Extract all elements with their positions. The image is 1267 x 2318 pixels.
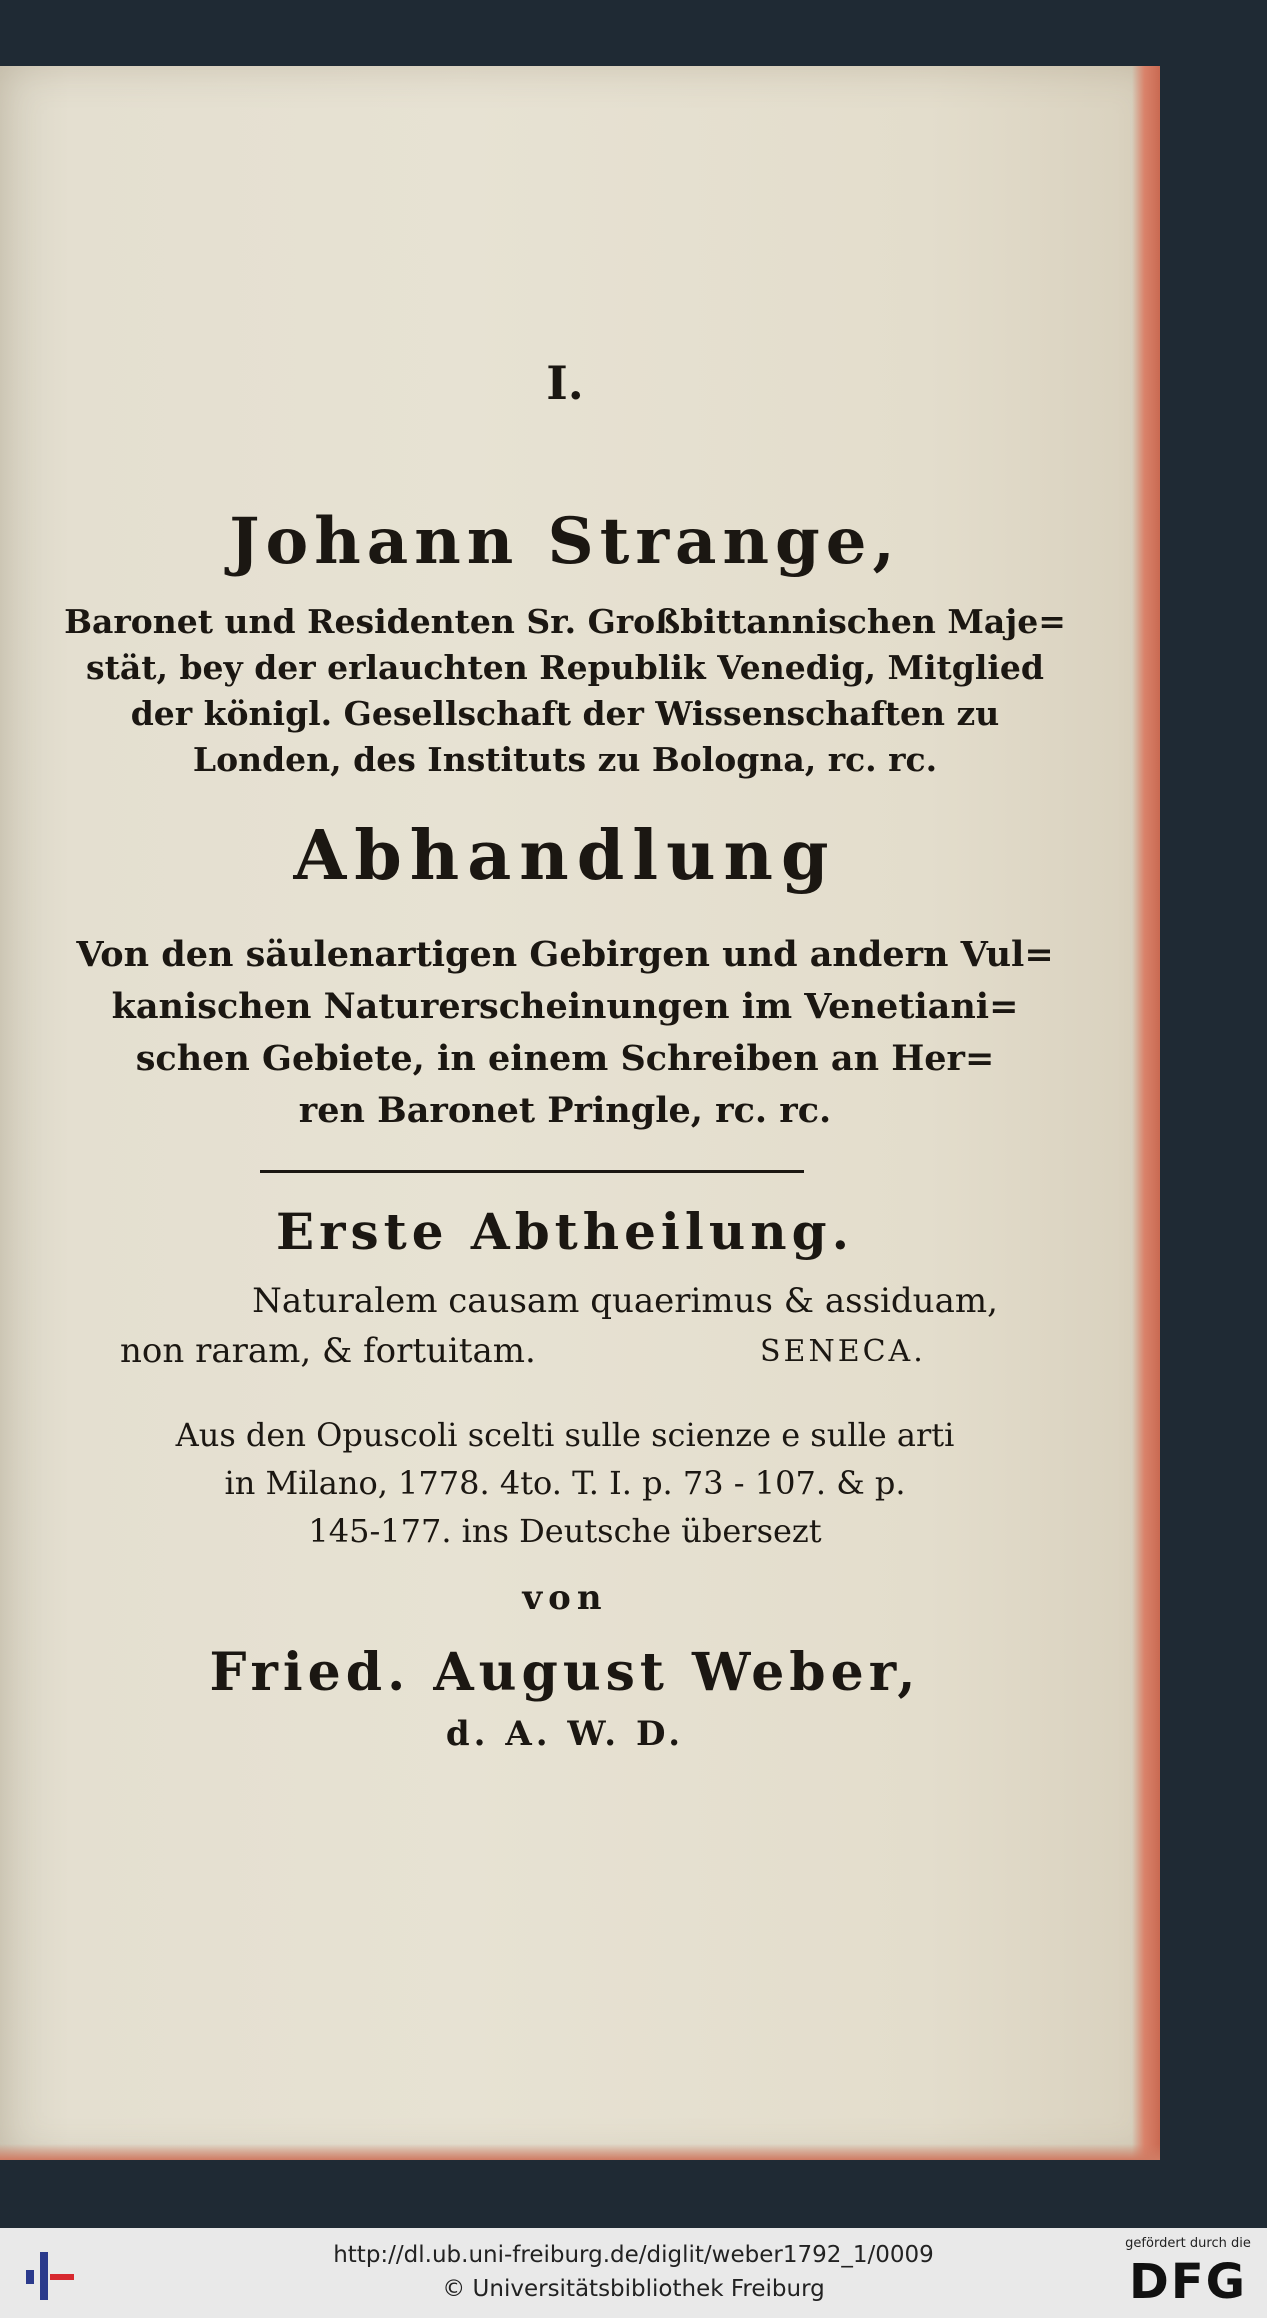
dfg-logo[interactable]: DFG bbox=[1128, 2254, 1248, 2310]
page-edge-bottom bbox=[0, 2144, 1160, 2160]
source-line: 145-177. ins Deutsche übersezt bbox=[308, 1512, 822, 1550]
author-title-line: Londen, des Instituts zu Bologna, rc. rc. bbox=[192, 740, 938, 779]
motto-line: non raram, & fortuitam. bbox=[120, 1331, 536, 1371]
author-name: Johann Strange, bbox=[229, 504, 901, 579]
footer-bar bbox=[0, 2228, 1267, 2318]
chapter-number: I. bbox=[546, 356, 584, 410]
funding-note: gefördert durch die bbox=[1125, 2236, 1251, 2251]
motto-attribution: SENECA. bbox=[760, 1334, 926, 1369]
author-title-line: Baronet und Residenten Sr. Großbittannischen Maje= bbox=[64, 602, 1066, 641]
motto-line: Naturalem causam quaerimus & assiduam, bbox=[252, 1281, 998, 1321]
source-line: Aus den Opuscoli scelti sulle scienze e sulle arti bbox=[175, 1416, 955, 1454]
source-line: in Milano, 1778. 4to. T. I. p. 73 - 107. & p. bbox=[224, 1464, 906, 1502]
subtitle-line: schen Gebiete, in einem Schreiben an Her= bbox=[135, 1038, 995, 1079]
subtitle-line: ren Baronet Pringle, rc. rc. bbox=[298, 1090, 832, 1131]
work-title: Abhandlung bbox=[293, 816, 837, 896]
subtitle-line: kanischen Naturerscheinungen im Venetiani= bbox=[111, 986, 1019, 1027]
page-edge-red bbox=[1132, 66, 1160, 2160]
translator-degree: d. A. W. D. bbox=[445, 1714, 685, 1754]
by-word: von bbox=[522, 1578, 608, 1618]
scanned-page bbox=[0, 66, 1160, 2160]
subtitle-line: Von den säulenartigen Gebirgen und andern Vul= bbox=[76, 934, 1054, 975]
part-title: Erste Abtheilung. bbox=[276, 1202, 854, 1261]
author-title-line: stät, bey der erlauchten Republik Venedig, Mitglied bbox=[86, 648, 1044, 687]
copyright-text: © Universitätsbibliothek Freiburg bbox=[442, 2276, 825, 2302]
translator-name: Fried. August Weber, bbox=[209, 1642, 921, 1703]
divider-rule bbox=[260, 1170, 804, 1173]
author-title-line: der königl. Gesellschaft der Wissenschaften zu bbox=[130, 694, 1000, 733]
permalink-url[interactable]: http://dl.ub.uni-freiburg.de/diglit/weber1792_1/0009 bbox=[333, 2242, 934, 2268]
